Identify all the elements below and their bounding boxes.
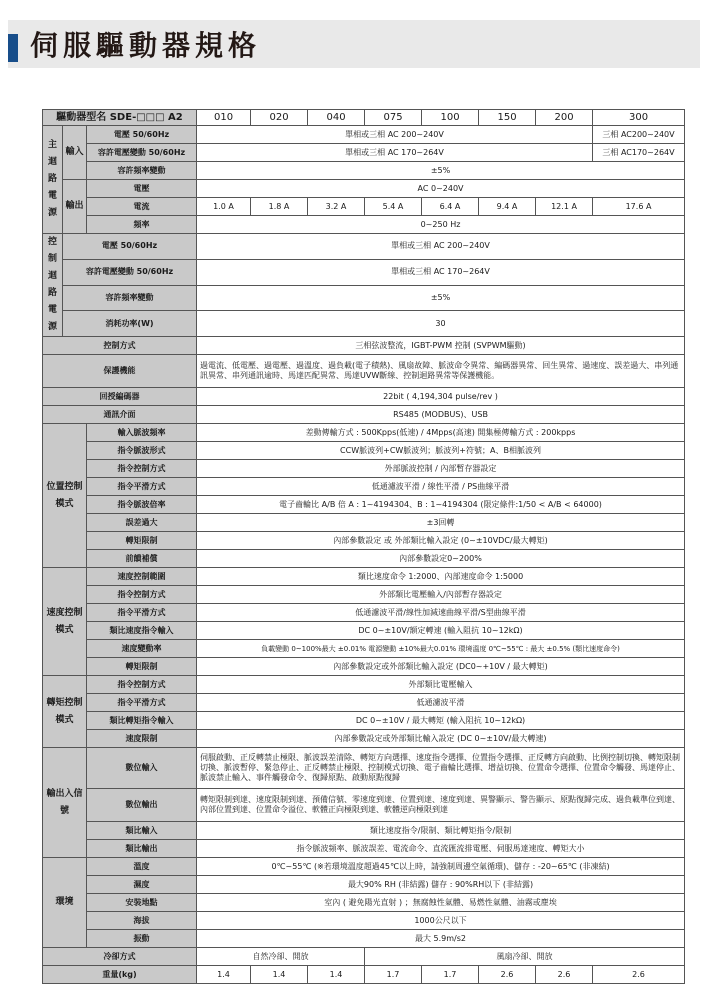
- value-in-voltage-300: 三相 AC200~240V: [593, 126, 685, 144]
- label-out-current: 電流: [87, 198, 197, 216]
- value-spd-fluctuation: 負載變動 0~100%最大 ±0.01% 電源變動 ±10%最大0.01% 環境溫度 0℃~55℃ : 最大 ±0.5% (類比速度命令): [197, 640, 685, 658]
- model-010: 010: [197, 110, 251, 126]
- group-io-signal: 輸出入信號: [43, 748, 87, 858]
- value-in-allow-voltage-300: 三相 AC170~264V: [593, 144, 685, 162]
- value-in-voltage: 單相或三相 AC 200~240V: [197, 126, 593, 144]
- value-weight: 1.7: [365, 966, 422, 984]
- label-env-temp: 溫度: [87, 858, 197, 876]
- label-cc-allow-voltage: 容許電壓變動 50/60Hz: [63, 259, 197, 285]
- value-pos-cmd-control: 外部脈波控制 / 內部暫存器設定: [197, 460, 685, 478]
- group-speed-mode: 速度控制模式: [43, 568, 87, 676]
- value-weight: 1.7: [422, 966, 479, 984]
- value-pos-feedforward: 內部參數設定0~200%: [197, 550, 685, 568]
- label-cc-voltage: 電壓 50/60Hz: [63, 234, 197, 260]
- value-out-current: 3.2 A: [308, 198, 365, 216]
- label-io-digital-out: 數位輸出: [87, 789, 197, 822]
- value-out-voltage: AC 0~240V: [197, 180, 685, 198]
- value-env-altitude: 1000公尺以下: [197, 912, 685, 930]
- value-out-current: 5.4 A: [365, 198, 422, 216]
- value-cc-allow-voltage: 單相或三相 AC 170~264V: [197, 259, 685, 285]
- value-out-current: 6.4 A: [422, 198, 479, 216]
- label-in-allow-freq: 容許頻率變動: [87, 162, 197, 180]
- value-control-method: 三相弦波整流，IGBT-PWM 控制 (SVPWM驅動): [197, 337, 685, 355]
- label-io-analog-in: 類比輸入: [87, 822, 197, 840]
- value-env-location: 室內 ( 避免陽光直射 ) ；無腐蝕性氣體、易燃性氣體、油霧或塵埃: [197, 894, 685, 912]
- label-pos-cmd-control: 指令控制方式: [87, 460, 197, 478]
- title-accent-bar: [8, 34, 18, 62]
- label-env-humidity: 濕度: [87, 876, 197, 894]
- label-out-freq: 頻率: [87, 216, 197, 234]
- model-040: 040: [308, 110, 365, 126]
- value-out-current: 12.1 A: [536, 198, 593, 216]
- value-cc-power: 30: [197, 311, 685, 337]
- value-io-digital-in: 伺服啟動、正反轉禁止極限、脈波誤差清除、轉矩方向選擇、速度指令選擇、位置指令選擇、正反轉方向啟動、比例控制切換、轉矩限制切換、脈波暫停、緊急停止、正反轉禁止極限、控制模式切換、電子齒輪比選擇、增益切換、位置命令選擇、位置命令觸發、馬達停止、脈波禁止輸入、事件觸發命令、復歸原點、啟動原點復歸: [197, 748, 685, 789]
- model-label: 驅動器型名 SDE-□□□ A2: [43, 110, 197, 126]
- value-io-analog-out: 指令脈波頻率、脈波誤差、電流命令、直流匯流排電壓、伺服馬達速度、轉矩大小: [197, 840, 685, 858]
- group-input: 輸入: [63, 126, 87, 180]
- value-env-humidity: 最大90% RH (非結露) 儲存 : 90%RH以下 (非結露): [197, 876, 685, 894]
- value-pos-error-excess: ±3回轉: [197, 514, 685, 532]
- value-pos-cmd-multiplier: 電子齒輪比 A/B 倍 A : 1~4194304、B : 1~4194304 (限定條件:1/50 < A/B < 64000): [197, 496, 685, 514]
- label-trq-cmd-control: 指令控制方式: [87, 676, 197, 694]
- label-trq-analog-input: 類比轉矩指令輸入: [87, 712, 197, 730]
- value-env-temp: 0℃~55℃ (※若環境溫度超過45℃以上時，請強制周邊空氣循環)、儲存 : -20~65℃ (非凍結): [197, 858, 685, 876]
- label-weight: 重量(kg): [43, 966, 197, 984]
- label-spd-torque-limit: 轉矩限制: [87, 658, 197, 676]
- model-100: 100: [422, 110, 479, 126]
- label-trq-speed-limit: 速度限制: [87, 730, 197, 748]
- label-control-method: 控制方式: [43, 337, 197, 355]
- label-cooling: 冷卻方式: [43, 948, 197, 966]
- value-cc-allow-freq: ±5%: [197, 285, 685, 311]
- label-in-allow-voltage: 容許電壓變動 50/60Hz: [87, 144, 197, 162]
- group-main-circuit: 主迴路電源: [43, 126, 63, 234]
- header-row: [43, 110, 685, 126]
- label-pos-error-excess: 誤差過大: [87, 514, 197, 532]
- label-comm: 通訊介面: [43, 406, 197, 424]
- value-cc-voltage: 單相或三相 AC 200~240V: [197, 234, 685, 260]
- label-cc-power: 消耗功率(W): [63, 311, 197, 337]
- value-weight: 2.6: [536, 966, 593, 984]
- label-protection: 保護機能: [43, 355, 197, 388]
- label-spd-range: 速度控制範圍: [87, 568, 197, 586]
- value-out-freq: 0~250 Hz: [197, 216, 685, 234]
- value-trq-cmd-smooth: 低通濾波平滑: [197, 694, 685, 712]
- value-spd-torque-limit: 內部參數設定或外部類比輸入設定 (DC0~+10V / 最大轉矩): [197, 658, 685, 676]
- label-out-voltage: 電壓: [87, 180, 197, 198]
- value-spd-cmd-control: 外部類比電壓輸入/內部暫存器設定: [197, 586, 685, 604]
- label-env-vibration: 振動: [87, 930, 197, 948]
- value-weight: 2.6: [479, 966, 536, 984]
- model-300: 300: [593, 110, 685, 126]
- group-position-mode: 位置控制模式: [43, 424, 87, 568]
- value-env-vibration: 最大 5.9m/s2: [197, 930, 685, 948]
- label-pos-cmd-multiplier: 指令脈波倍率: [87, 496, 197, 514]
- value-out-current: 1.8 A: [251, 198, 308, 216]
- label-spd-cmd-control: 指令控制方式: [87, 586, 197, 604]
- spec-table: [42, 109, 685, 984]
- model-200: 200: [536, 110, 593, 126]
- label-trq-cmd-smooth: 指令平滑方式: [87, 694, 197, 712]
- label-pos-cmd-pulse-type: 指令脈波形式: [87, 442, 197, 460]
- label-env-location: 安裝地點: [87, 894, 197, 912]
- label-pos-input-pulse-freq: 輸入脈波頻率: [87, 424, 197, 442]
- page-title: 伺服驅動器規格: [30, 29, 262, 62]
- label-spd-analog-input: 類比速度指令輸入: [87, 622, 197, 640]
- value-spd-range: 類比速度命令 1:2000、內部速度命令 1:5000: [197, 568, 685, 586]
- group-torque-mode: 轉矩控制模式: [43, 676, 87, 748]
- label-env-altitude: 海拔: [87, 912, 197, 930]
- label-in-voltage: 電壓 50/60Hz: [87, 126, 197, 144]
- group-output: 輸出: [63, 180, 87, 234]
- group-control-circuit: 控制迴路電源: [43, 234, 63, 337]
- value-spd-cmd-smooth: 低通濾波平滑/線性加減速曲線平滑/S型曲線平滑: [197, 604, 685, 622]
- value-out-current: 17.6 A: [593, 198, 685, 216]
- value-out-current: 9.4 A: [479, 198, 536, 216]
- model-150: 150: [479, 110, 536, 126]
- label-pos-feedforward: 前饋補償: [87, 550, 197, 568]
- value-weight: 2.6: [593, 966, 685, 984]
- label-io-digital-in: 數位輸入: [87, 748, 197, 789]
- label-pos-torque-limit: 轉矩限制: [87, 532, 197, 550]
- value-in-allow-freq: ±5%: [197, 162, 685, 180]
- value-weight: 1.4: [197, 966, 251, 984]
- value-weight: 1.4: [251, 966, 308, 984]
- value-io-digital-out: 轉矩限制到達、速度限制到達、預備信號、零速度到達、位置到達、速度到達、異警顯示、警告顯示、原點復歸完成、過負載準位到達、內部位置到達、位置命令溢位、軟體正向極限到達、軟體逆向極限到達: [197, 789, 685, 822]
- label-pos-cmd-smooth: 指令平滑方式: [87, 478, 197, 496]
- label-io-analog-out: 類比輸出: [87, 840, 197, 858]
- value-comm: RS485 (MODBUS)、USB: [197, 406, 685, 424]
- value-in-allow-voltage: 單相或三相 AC 170~264V: [197, 144, 593, 162]
- model-075: 075: [365, 110, 422, 126]
- value-protection: 過電流、低電壓、過電壓、過溫度、過負載(電子積熱)、風扇故障、脈波命令異常、編碼器異常、回生異常、過速度、誤差過大、串列通訊異常、串列通訊逾時、馬達匹配異常、馬達UVW斷線、控制迴路異常等保護機能。: [197, 355, 685, 388]
- value-pos-input-pulse-freq: 差動傳輸方式 : 500Kpps(低速) / 4Mpps(高速) 開集極傳輸方式 : 200kpps: [197, 424, 685, 442]
- value-encoder: 22bit ( 4,194,304 pulse/rev ): [197, 388, 685, 406]
- value-pos-cmd-smooth: 低通濾波平滑 / 線性平滑 / PS曲線平滑: [197, 478, 685, 496]
- label-cc-allow-freq: 容許頻率變動: [63, 285, 197, 311]
- value-pos-torque-limit: 內部參數設定 或 外部類比輸入設定 (0~±10VDC/最大轉矩): [197, 532, 685, 550]
- value-cooling-natural: 自然冷卻、開放: [197, 948, 365, 966]
- model-020: 020: [251, 110, 308, 126]
- value-trq-cmd-control: 外部類比電壓輸入: [197, 676, 685, 694]
- value-trq-speed-limit: 內部參數設定或外部類比輸入設定 (DC 0~±10V/最大轉速): [197, 730, 685, 748]
- value-trq-analog-input: DC 0~±10V / 最大轉矩 (輸入阻抗 10~12kΩ): [197, 712, 685, 730]
- label-spd-fluctuation: 速度變動率: [87, 640, 197, 658]
- label-encoder: 回授編碼器: [43, 388, 197, 406]
- value-out-current: 1.0 A: [197, 198, 251, 216]
- value-weight: 1.4: [308, 966, 365, 984]
- value-cooling-fan: 風扇冷卻、開放: [365, 948, 685, 966]
- value-spd-analog-input: DC 0~±10V/額定轉速 (輸入阻抗 10~12kΩ): [197, 622, 685, 640]
- label-spd-cmd-smooth: 指令平滑方式: [87, 604, 197, 622]
- value-pos-cmd-pulse-type: CCW脈波列+CW脈波列；脈波列+符號；A、B相脈波列: [197, 442, 685, 460]
- value-io-analog-in: 類比速度指令/限制、類比轉矩指令/限制: [197, 822, 685, 840]
- group-environment: 環境: [43, 858, 87, 948]
